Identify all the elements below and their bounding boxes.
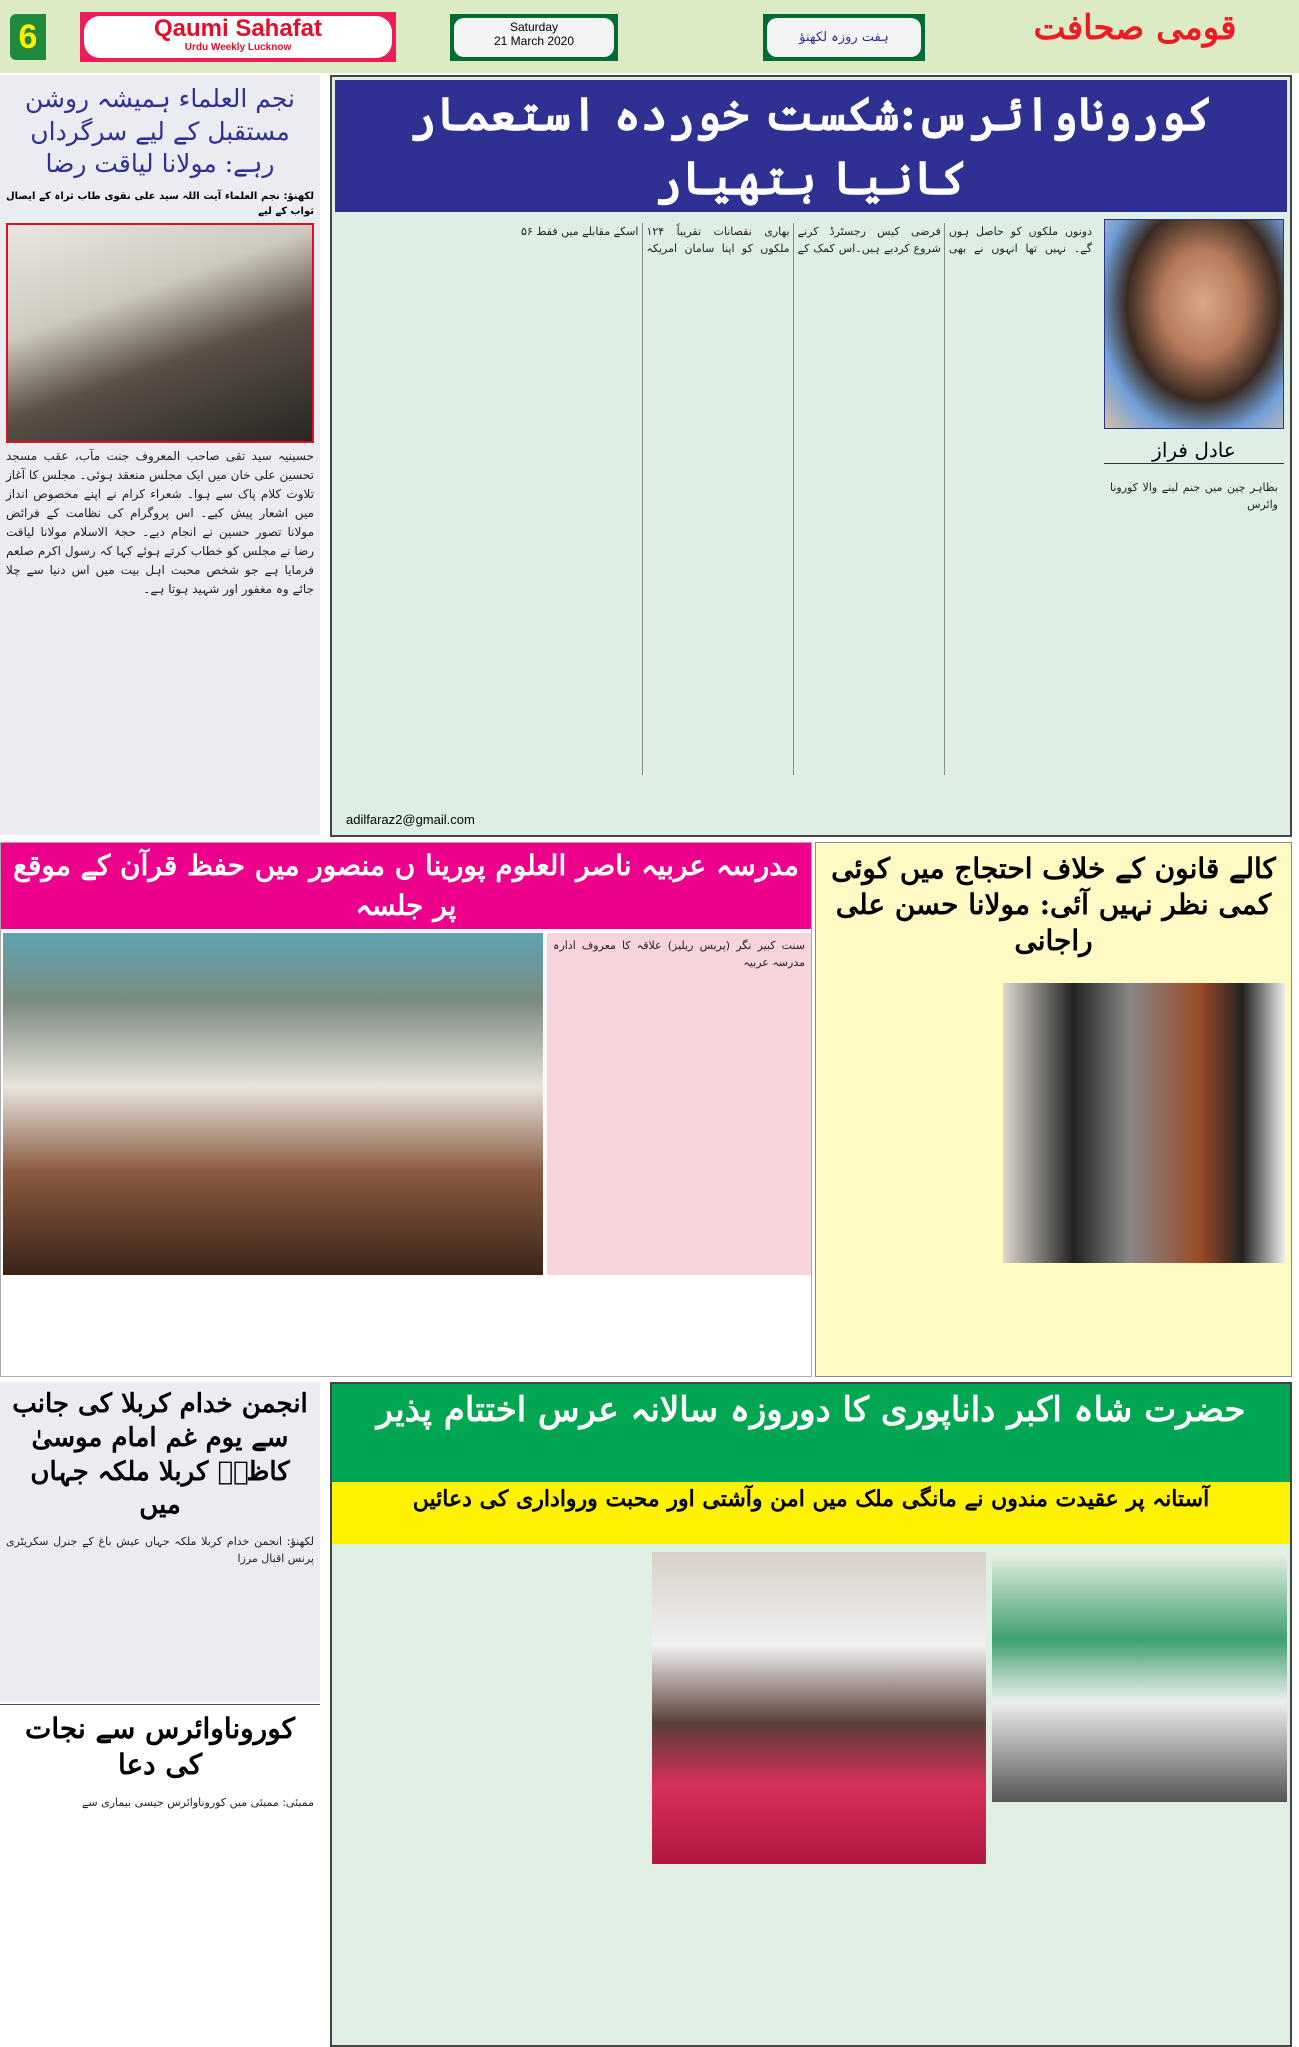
masthead-bar [0, 0, 1299, 73]
weekly-label: ہفت روزہ لکھنؤ [767, 18, 921, 57]
main-headline: کوروناوائرس:شکست خوردہ استعمار کانیا ہتھیار [335, 80, 1287, 212]
madrasa-article [0, 842, 812, 1377]
karbala-headline: انجمن خدام کربلا کی جانب سے یوم غم امام موسیٰ کاظمؑ کربلا ملکہ جہاں میں [12, 1389, 308, 1521]
dua-headline: کوروناوائرس سے نجات کی دعا [24, 1712, 295, 1782]
dua-body: ممبئی: ممبئی میں کوروناوائرس جیسی بیماری سے [81, 1795, 314, 1809]
left-body: حسینیہ سید تقی صاحب المعروف جنت مآب، عقب مسجد تحسین علی خان میں ایک مجلس منعقد ہوئی۔ مجلس کا آغاز تلاوت کلام پاک سے ہوا۔ شعراء کرام نے اپنے مخصوص انداز میں اشعار پیش کیے۔ اس پروگرام کی نظامت کے فرائض مولانا تصور حسین نے انجام دیے۔ حجۃ الاسلام مولانا لیاقت رضا نے مجلس کو خطاب کرتے ہوئے کہا کہ رسول اکرم صلعم فرمایا ہے جو شخص محبت اہل بیت میں اس دنیا سے چلا جائے وہ مغفور اور شہید ہوتا ہے۔ [6, 448, 314, 596]
logo-subtitle: Urdu Weekly Lucknow [184, 42, 292, 53]
madrasa-headline: مدرسہ عربیہ ناصر العلوم پورینا ں منصور میں حفظ قرآن کے موقع پر جلسہ [1, 843, 811, 929]
protest-article [815, 842, 1292, 1377]
day: Saturday [509, 20, 559, 34]
weekly-box [763, 14, 925, 61]
madrasa-body: سنت کبیر نگر (پریس ریلیز) علاقہ کا معروف ادارہ مدرسہ عربیہ [547, 933, 811, 1275]
page-number: 6 [10, 14, 46, 60]
main-body: دونوں ملکوں کو حاصل ہوں گے۔ نہیں تھا انہوں نے بھی فرضی کیس رجسٹرڈ کرنے شروع کردیے ہیں۔اس کمک کے بھاری نقصانات تقریباً ۱۲۴ ملکوں کو اپنا سامان امریکہ اسکے مقابلے میں فقط ۵۶ [521, 225, 1092, 255]
left-article [0, 75, 320, 835]
protest-headline: کالے قانون کے خلاف احتجاج میں کوئی کمی نظر نہیں آئی: مولانا حسن علی راجانی [831, 852, 1276, 957]
jalsa-photo [3, 933, 543, 1275]
urs-subheadline: آستانہ پر عقیدت مندوں نے مانگی ملک میں امن وآشتی اور محبت ورواداری کی دعائیں [332, 1482, 1290, 1544]
dargah-photo [992, 1552, 1287, 1802]
protest-photo [1003, 983, 1285, 1263]
date: 21 March 2020 [493, 34, 575, 48]
left-headline: نجم العلماء ہمیشہ روشن مستقبل کے لیے سرگرداں رہے: مولانا لیاقت رضا [24, 84, 296, 178]
dua-article [0, 1704, 320, 2047]
date-box [450, 14, 618, 61]
majlis-photo [6, 223, 314, 443]
urdu-masthead: قومی صحافت [1033, 8, 1237, 48]
karbala-article [0, 1382, 320, 1702]
chadar-photo [652, 1552, 986, 1864]
logo-title: Qaumi Sahafat [153, 15, 323, 42]
karbala-body: لکھنؤ: انجمن خدام کربلا ملکہ جہاں عیش باغ کے جنرل سکریٹری پرنس اقبال مرزا [6, 1535, 314, 1566]
urs-headline: حضرت شاہ اکبر داناپوری کا دوروزہ سالانہ عرس اختتام پذیر [332, 1384, 1290, 1482]
author-photo [1104, 219, 1284, 429]
logo [80, 12, 396, 62]
main-article [330, 75, 1292, 837]
author-name: عادل فراز [1104, 437, 1284, 464]
main-intro: بظاہر چین میں جنم لینے والا کورونا وائرس [1110, 481, 1278, 511]
left-dateline: لکھنؤ: نجم العلماء آیت اللہ سید علی نقوی طاب ثراہ کے ایصال ثواب کے لیے [6, 190, 314, 217]
urs-article [330, 1382, 1292, 2047]
author-email: adilfaraz2@gmail.com [346, 812, 475, 827]
